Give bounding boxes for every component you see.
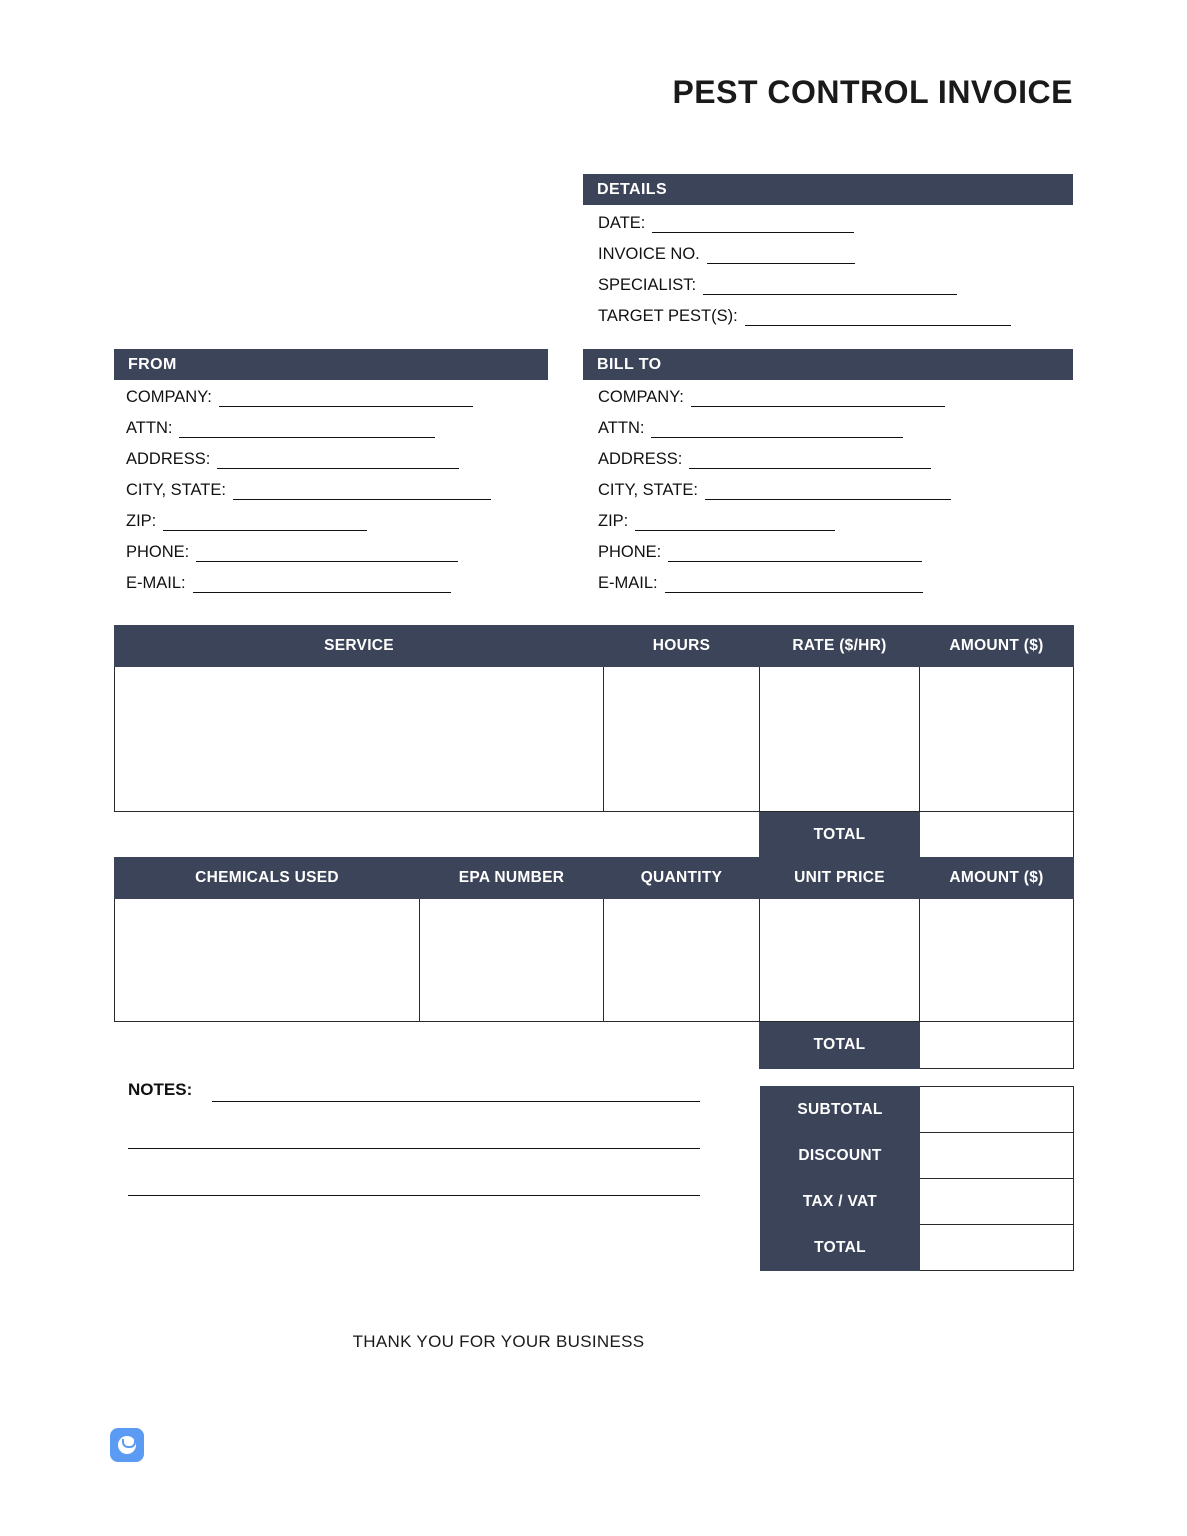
totals-label-discount: DISCOUNT — [761, 1133, 920, 1179]
field-date-label: DATE: — [598, 214, 646, 232]
bill-to-field-zip[interactable] — [598, 512, 835, 531]
field-invoice-no[interactable] — [598, 245, 855, 264]
from-field-city-state-rule — [233, 486, 491, 500]
chemicals-col-quantity: QUANTITY — [604, 858, 760, 899]
bill-to-field-company[interactable] — [598, 388, 945, 407]
services-cell-hours[interactable] — [604, 667, 760, 812]
chemicals-cell-quantity[interactable] — [604, 899, 760, 1022]
bill-to-field-company-rule — [691, 393, 945, 407]
services-cell-rate[interactable] — [760, 667, 920, 812]
totals-row-subtotal — [761, 1087, 1074, 1133]
field-specialist[interactable] — [598, 276, 957, 295]
totals-label-total: TOTAL — [761, 1225, 920, 1271]
from-field-attn[interactable] — [126, 419, 435, 438]
chemicals-total-value[interactable] — [920, 1022, 1074, 1069]
spacer-cell — [604, 1022, 760, 1069]
spacer-cell — [115, 812, 604, 859]
services-col-hours: HOURS — [604, 626, 760, 667]
brand-logo-icon — [110, 1428, 144, 1462]
field-invoice-no-rule — [707, 250, 855, 264]
totals-row-total — [761, 1225, 1074, 1271]
from-field-address[interactable] — [126, 450, 459, 469]
notes-line-2[interactable] — [128, 1148, 700, 1149]
from-field-zip[interactable] — [126, 512, 367, 531]
from-field-address-label: ADDRESS: — [126, 450, 211, 468]
bill-to-field-zip-label: ZIP: — [598, 512, 629, 530]
notes-label-text: NOTES — [128, 1080, 187, 1099]
totals-row-tax-vat — [761, 1179, 1074, 1225]
field-date-rule — [652, 219, 854, 233]
notes-label: NOTES: — [128, 1080, 193, 1099]
chemicals-col-chemicals-used: CHEMICALS USED — [115, 858, 420, 899]
chemicals-cell-amount[interactable] — [920, 899, 1074, 1022]
spacer-cell — [604, 812, 760, 859]
table-row[interactable] — [115, 667, 1074, 812]
from-field-email[interactable] — [126, 574, 451, 593]
services-total-label: TOTAL — [760, 812, 920, 859]
from-field-address-rule — [217, 455, 459, 469]
page-title: PEST CONTROL INVOICE — [672, 74, 1073, 110]
spacer-cell — [115, 1022, 420, 1069]
services-cell-amount[interactable] — [920, 667, 1074, 812]
bill-to-field-zip-rule — [635, 517, 835, 531]
from-field-attn-rule — [179, 424, 435, 438]
from-field-phone-rule — [196, 548, 458, 562]
services-cell-service[interactable] — [115, 667, 604, 812]
chemicals-col-amount: AMOUNT ($) — [920, 858, 1074, 899]
from-field-company-label: COMPANY: — [126, 388, 212, 406]
from-field-company-rule — [219, 393, 473, 407]
totals-label-tax-vat: TAX / VAT — [761, 1179, 920, 1225]
from-field-zip-rule — [163, 517, 367, 531]
chemicals-total-row — [115, 1022, 1074, 1069]
totals-value-discount[interactable] — [920, 1133, 1074, 1179]
chemicals-total-label: TOTAL — [760, 1022, 920, 1069]
totals-row-discount — [761, 1133, 1074, 1179]
field-specialist-label: SPECIALIST: — [598, 276, 697, 294]
field-date[interactable] — [598, 214, 854, 233]
field-target-pests-label: TARGET PEST(S): — [598, 307, 738, 325]
from-heading-label: FROM — [128, 355, 177, 373]
from-field-phone[interactable] — [126, 543, 458, 562]
field-target-pests[interactable] — [598, 307, 1011, 326]
bill-to-field-email[interactable] — [598, 574, 923, 593]
services-table — [114, 625, 1074, 859]
bill-to-field-attn-label: ATTN: — [598, 419, 645, 437]
from-field-phone-label: PHONE: — [126, 543, 190, 561]
field-invoice-no-label: INVOICE NO. — [598, 245, 700, 263]
field-specialist-rule — [703, 281, 957, 295]
chemicals-table — [114, 857, 1074, 1069]
totals-table — [760, 1086, 1074, 1271]
chemicals-cell-epa-number[interactable] — [420, 899, 604, 1022]
from-field-attn-label: ATTN: — [126, 419, 173, 437]
spacer-cell — [420, 1022, 604, 1069]
totals-label-subtotal: SUBTOTAL — [761, 1087, 920, 1133]
smiley-glyph-icon — [118, 1436, 136, 1454]
services-total-row — [115, 812, 1074, 859]
chemicals-col-epa-number: EPA NUMBER — [420, 858, 604, 899]
bill-to-field-address-rule — [689, 455, 931, 469]
chemicals-cell-unit-price[interactable] — [760, 899, 920, 1022]
services-col-service: SERVICE — [115, 626, 604, 667]
footer-thank-you-text: THANK YOU FOR YOUR BUSINESS — [352, 1332, 645, 1351]
bill-to-field-city-state-label: CITY, STATE: — [598, 481, 698, 499]
from-field-city-state-label: CITY, STATE: — [126, 481, 226, 499]
chemicals-cell-chemicals-used[interactable] — [115, 899, 420, 1022]
totals-value-subtotal[interactable] — [920, 1087, 1074, 1133]
bill-to-field-attn[interactable] — [598, 419, 903, 438]
services-col-rate: RATE ($/HR) — [760, 626, 920, 667]
bill-to-field-email-rule — [665, 579, 923, 593]
table-row[interactable] — [115, 899, 1074, 1022]
from-field-email-rule — [193, 579, 451, 593]
from-section-header — [114, 349, 548, 380]
services-table-header-row — [115, 626, 1074, 667]
footer-thank-you — [0, 1332, 1187, 1352]
bill-to-field-address-label: ADDRESS: — [598, 450, 683, 468]
bill-to-field-address[interactable] — [598, 450, 931, 469]
bill-to-field-email-label: E-MAIL: — [598, 574, 658, 592]
from-field-email-label: E-MAIL: — [126, 574, 186, 592]
from-field-city-state[interactable] — [126, 481, 491, 500]
field-target-pests-rule — [745, 312, 1011, 326]
totals-value-total[interactable] — [920, 1225, 1074, 1271]
notes-line-3[interactable] — [128, 1195, 700, 1196]
from-field-zip-label: ZIP: — [126, 512, 157, 530]
bill-to-field-phone[interactable] — [598, 543, 922, 562]
chemicals-table-header-row — [115, 858, 1074, 899]
details-section-header — [583, 174, 1073, 205]
services-total-value[interactable] — [920, 812, 1074, 859]
services-col-amount: AMOUNT ($) — [920, 626, 1074, 667]
bill-to-field-phone-rule — [668, 548, 922, 562]
details-heading-label: DETAILS — [597, 180, 668, 198]
bill-to-heading-label: BILL TO — [597, 355, 662, 373]
bill-to-field-phone-label: PHONE: — [598, 543, 662, 561]
from-field-company[interactable] — [126, 388, 473, 407]
totals-value-tax-vat[interactable] — [920, 1179, 1074, 1225]
bill-to-field-attn-rule — [651, 424, 903, 438]
bill-to-field-city-state-rule — [705, 486, 951, 500]
bill-to-field-company-label: COMPANY: — [598, 388, 684, 406]
bill-to-field-city-state[interactable] — [598, 481, 951, 500]
bill-to-section-header — [583, 349, 1073, 380]
chemicals-col-unit-price: UNIT PRICE — [760, 858, 920, 899]
notes-line-1[interactable] — [212, 1101, 700, 1102]
